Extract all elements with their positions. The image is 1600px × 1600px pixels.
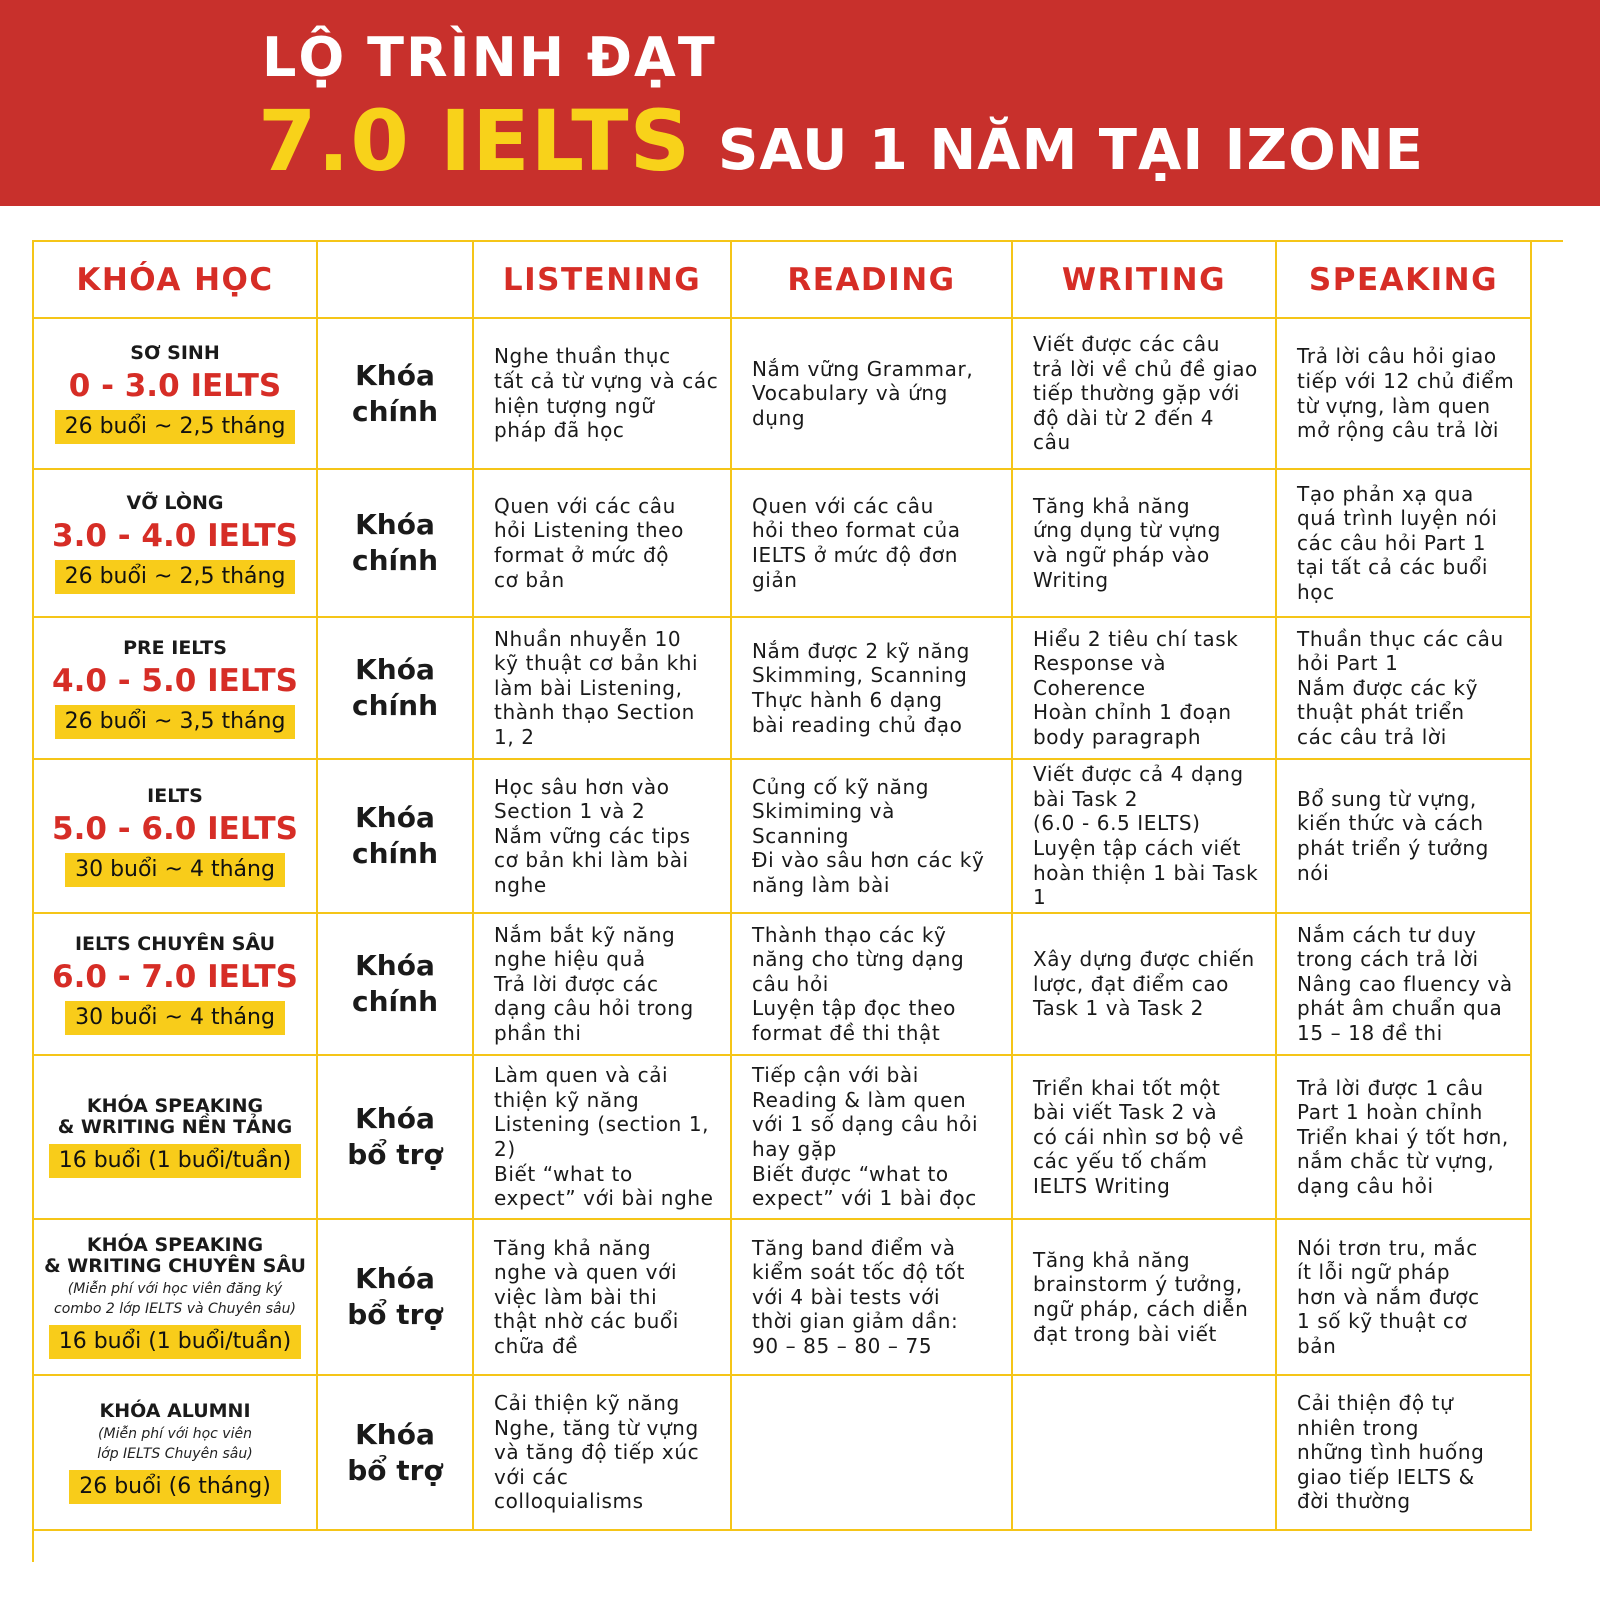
course-level: 3.0 - 4.0 IELTS [52,517,298,554]
course-cell [34,319,318,470]
course-type: Khóa chính [318,618,474,760]
course-name: IELTS [147,784,203,807]
header-speaking: SPEAKING [1277,242,1532,319]
listening-description: Làm quen và cải thiện kỹ năng Listening (section 1, 2) Biết “what to expect” với bài nghe [474,1056,732,1220]
header-course: KHÓA HỌC [34,242,318,319]
speaking-description: Bổ sung từ vựng, kiến thức và cách phát triển ý tưởng nói [1277,760,1532,914]
writing-description: Tăng khả năng brainstorm ý tưởng, ngữ pháp, cách diễn đạt trong bài viết [1013,1220,1277,1376]
course-duration: 30 buổi ~ 4 tháng [65,853,285,887]
header-listening: LISTENING [474,242,732,319]
writing-description: Hiểu 2 tiêu chí task Response và Coherence Hoàn chỉnh 1 đoạn body paragraph [1013,618,1277,760]
writing-description: Viết được các câu trả lời về chủ đề giao tiếp thường gặp với độ dài từ 2 đến 4 câu [1013,319,1277,470]
course-level: 4.0 - 5.0 IELTS [52,662,298,699]
course-type: Khóa chính [318,319,474,470]
speaking-description: Trả lời câu hỏi giao tiếp với 12 chủ điểm từ vựng, làm quen mở rộng câu trả lời [1277,319,1532,470]
reading-description: Quen với các câu hỏi theo format của IELTS ở mức độ đơn giản [732,470,1013,618]
course-cell [34,1056,318,1220]
course-level: 0 - 3.0 IELTS [68,368,282,404]
header-type [318,242,474,319]
reading-description: Thành thạo các kỹ năng cho từng dạng câu hỏi Luyện tập đọc theo format đề thi thật [732,914,1013,1056]
banner-title-highlight: 7.0 IELTS [258,92,692,190]
reading-description: Tiếp cận với bài Reading & làm quen với 1 số dạng câu hỏi hay gặp Biết được “what to expect” với 1 bài đọc [732,1056,1013,1220]
speaking-description: Cải thiện độ tự nhiên trong những tình huống giao tiếp IELTS & đời thường [1277,1376,1532,1531]
listening-description: Nghe thuần thục tất cả từ vựng và các hiện tượng ngữ pháp đã học [474,319,732,470]
course-cell [34,760,318,914]
course-cell [34,470,318,618]
course-name: SƠ SINH [130,342,220,364]
speaking-description: Nắm cách tư duy trong cách trả lời Nâng cao fluency và phát âm chuẩn qua 15 – 18 đề thi [1277,914,1532,1056]
roadmap-table [32,240,1563,1562]
writing-description: Xây dựng được chiến lược, đạt điểm cao Task 1 và Task 2 [1013,914,1277,1056]
course-note: (Miễn phí với học viên lớp IELTS Chuyên sâu) [97,1426,253,1462]
course-name: KHÓA SPEAKING & WRITING NỀN TẢNG [57,1095,293,1138]
writing-description [1013,1376,1277,1531]
writing-description: Triển khai tốt một bài viết Task 2 và có cái nhìn sơ bộ về các yếu tố chấm IELTS Writing [1013,1056,1277,1220]
course-type: Khóa bổ trợ [318,1376,474,1531]
reading-description: Củng cố kỹ năng Skimiming và Scanning Đi vào sâu hơn các kỹ năng làm bài [732,760,1013,914]
reading-description: Nắm được 2 kỹ năng Skimming, Scanning Thực hành 6 dạng bài reading chủ đạo [732,618,1013,760]
listening-description: Nhuần nhuyễn 10 kỹ thuật cơ bản khi làm bài Listening, thành thạo Section 1, 2 [474,618,732,760]
speaking-description: Thuần thục các câu hỏi Part 1 Nắm được các kỹ thuật phát triển các câu trả lời [1277,618,1532,760]
listening-description: Nắm bắt kỹ năng nghe hiệu quả Trả lời được các dạng câu hỏi trong phần thi [474,914,732,1056]
title-banner [0,0,1600,206]
writing-description: Tăng khả năng ứng dụng từ vựng và ngữ pháp vào Writing [1013,470,1277,618]
speaking-description: Nói trơn tru, mắc ít lỗi ngữ pháp hơn và nắm được 1 số kỹ thuật cơ bản [1277,1220,1532,1376]
listening-description: Quen với các câu hỏi Listening theo format ở mức độ cơ bản [474,470,732,618]
course-name: VỠ LÒNG [126,491,224,514]
course-type: Khóa chính [318,760,474,914]
reading-description [732,1376,1013,1531]
course-duration: 30 buổi ~ 4 tháng [65,1001,285,1035]
course-duration: 26 buổi (6 tháng) [69,1470,281,1504]
course-note: (Miễn phí với học viên đăng ký combo 2 lớp IELTS và Chuyên sâu) [54,1281,296,1317]
course-level: 5.0 - 6.0 IELTS [52,810,298,847]
course-cell [34,914,318,1056]
course-name: KHÓA SPEAKING & WRITING CHUYÊN SÂU [44,1234,306,1277]
banner-title-line2: SAU 1 NĂM TẠI IZONE [718,118,1424,183]
header-writing: WRITING [1013,242,1277,319]
course-duration: 26 buổi ~ 3,5 tháng [55,705,296,739]
course-duration: 16 buổi (1 buổi/tuần) [49,1144,302,1178]
speaking-description: Trả lời được 1 câu Part 1 hoàn chỉnh Triển khai ý tốt hơn, nắm chắc từ vựng, dạng câu hỏi [1277,1056,1532,1220]
course-type: Khóa bổ trợ [318,1056,474,1220]
listening-description: Cải thiện kỹ năng Nghe, tăng từ vựng và tăng độ tiếp xúc với các colloquialisms [474,1376,732,1531]
header-reading: READING [732,242,1013,319]
reading-description: Tăng band điểm và kiểm soát tốc độ tốt với 4 bài tests với thời gian giảm dần: 90 – 85 – 80 – 75 [732,1220,1013,1376]
course-level: 6.0 - 7.0 IELTS [52,958,298,995]
course-cell [34,1376,318,1531]
course-name: KHÓA ALUMNI [99,1400,251,1422]
course-type: Khóa chính [318,470,474,618]
course-name: PRE IELTS [123,636,227,659]
speaking-description: Tạo phản xạ qua quá trình luyện nói các câu hỏi Part 1 tại tất cả các buổi học [1277,470,1532,618]
course-duration: 16 buổi (1 buổi/tuần) [49,1325,302,1359]
course-duration: 26 buổi ~ 2,5 tháng [55,560,296,594]
banner-title-line1: LỘ TRÌNH ĐẠT [262,26,717,89]
course-cell [34,618,318,760]
reading-description: Nắm vững Grammar, Vocabulary và ứng dụng [732,319,1013,470]
course-type: Khóa bổ trợ [318,1220,474,1376]
listening-description: Tăng khả năng nghe và quen với việc làm bài thi thật nhờ các buổi chữa đề [474,1220,732,1376]
course-name: IELTS CHUYÊN SÂU [74,932,276,955]
course-cell [34,1220,318,1376]
course-type: Khóa chính [318,914,474,1056]
listening-description: Học sâu hơn vào Section 1 và 2 Nắm vững các tips cơ bản khi làm bài nghe [474,760,732,914]
writing-description: Viết được cả 4 dạng bài Task 2 (6.0 - 6.5 IELTS) Luyện tập cách viết hoàn thiện 1 bài Task 1 [1013,760,1277,914]
course-duration: 26 buổi ~ 2,5 tháng [55,410,296,444]
